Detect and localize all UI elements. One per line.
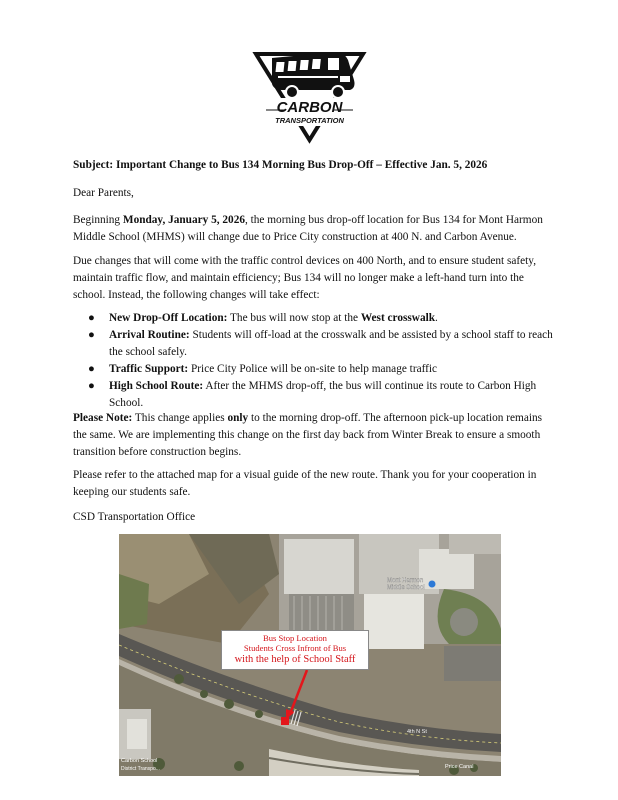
letter-paragraph-map-reference: Please refer to the attached map for a visual guide of the new route. Thank you for your cooperation in keeping our students safe.	[73, 469, 537, 498]
letter-signature: CSD Transportation Office	[73, 511, 196, 523]
letter-salutation: Dear Parents,	[73, 187, 134, 199]
callout-line-2: Students Cross Infront of Bus	[243, 643, 347, 653]
callout-line-1: Bus Stop Location	[263, 633, 327, 643]
map-school-label-1: Mont Harmon	[387, 578, 424, 584]
letter-subject: Subject: Important Change to Bus 134 Morning Bus Drop-Off – Effective Jan. 5, 2026	[73, 159, 488, 171]
logo-word-transportation: TRANSPORTATION	[275, 116, 344, 125]
carbon-transportation-logo	[252, 48, 367, 144]
map-street-label: 4th N St	[407, 729, 427, 735]
letter-paragraph-note: Please Note: This change applies only to the morning drop-off. The afternoon pick-up location remains the same. We are implementing this change on the first day back from Winter Break to ensure a smooth transition before construction begins.	[73, 412, 543, 458]
letter-paragraph-intro: Beginning Monday, January 5, 2026, the morning bus drop-off location for Bus 134 for Mont Harmon Middle School (MHMS) will change due to Price City construction at 400 N. and Carbon Avenue.	[73, 214, 543, 243]
list-item: ● Traffic Support: Price City Police will be on-site to help manage traffic	[88, 363, 438, 375]
map-corner-label-1: Carbon School	[121, 758, 158, 764]
map-corner-label-2: District Transpo...	[121, 766, 160, 772]
list-item: ● New Drop-Off Location: The bus will now stop at the West crosswalk.	[88, 312, 438, 324]
school-location-pin-icon	[429, 581, 436, 588]
bus-stop-marker	[281, 717, 289, 725]
map-callout-bus-stop	[221, 630, 369, 670]
list-item: ● Arrival Routine: Students will off-load at the crosswalk and be assisted by a school staff to reach the school safely.	[88, 329, 553, 358]
map-place-label: Price Canal	[445, 764, 474, 770]
changes-list	[73, 310, 553, 412]
school-bus-icon	[272, 52, 355, 98]
logo-word-carbon: CARBON	[276, 99, 343, 116]
list-item: ● High School Route: After the MHMS drop-off, the bus will continue its route to Carbon High School.	[88, 380, 537, 409]
map-school-label-2: Middle School	[387, 585, 425, 591]
letter-paragraph-changes: Due changes that will come with the traffic control devices on 400 North, and to ensure student safety, maintain traffic flow, and maintain efficiency; Bus 134 will no longer make a left-hand turn into the school. Instead, the following changes will take effect:	[73, 255, 537, 301]
callout-line-3: with the help of School Staff	[234, 654, 356, 665]
